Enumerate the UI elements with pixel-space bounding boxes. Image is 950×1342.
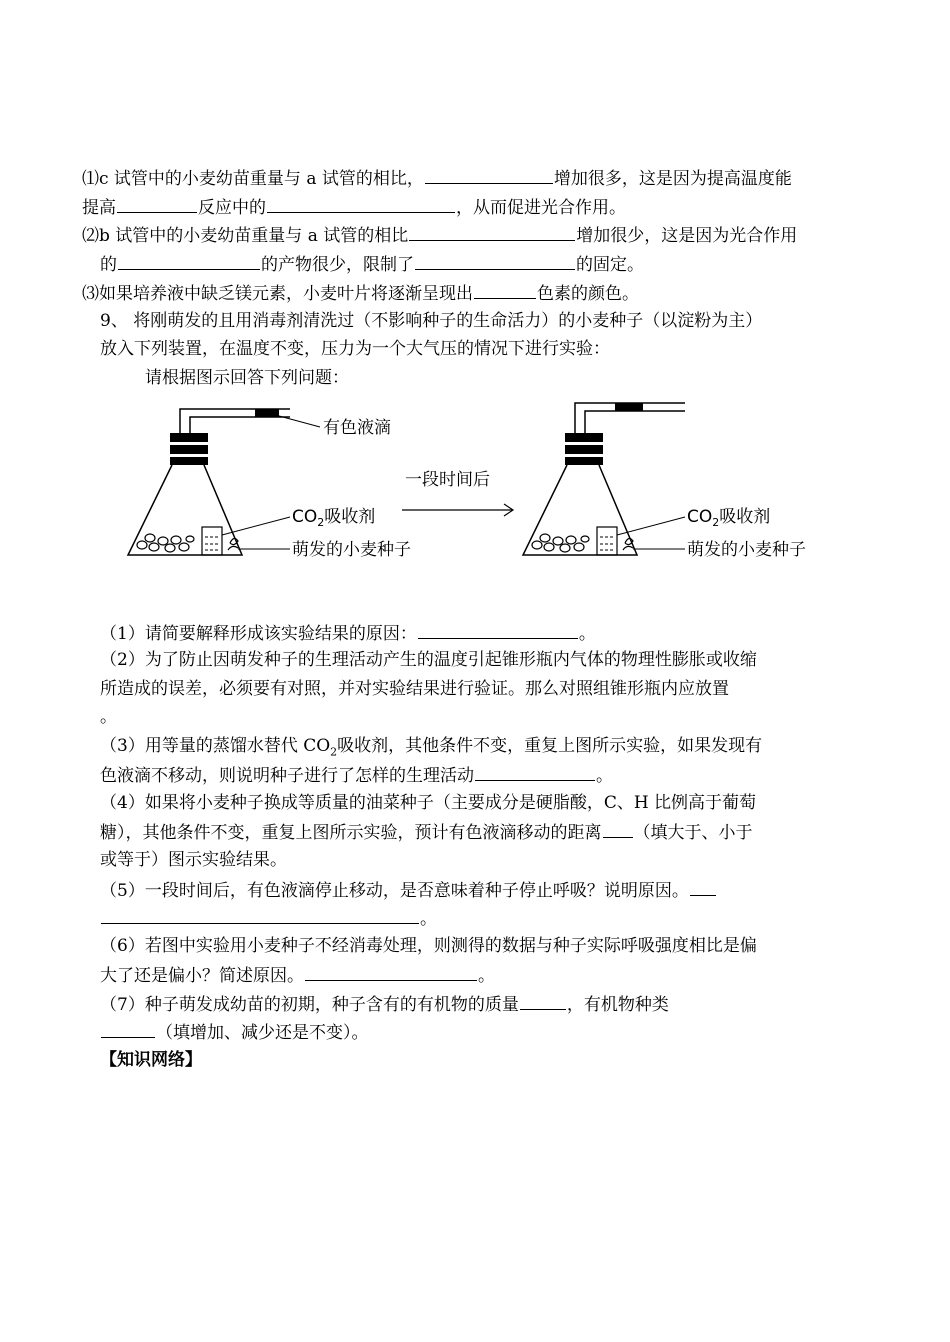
q9-sub3-line2	[100, 762, 613, 788]
q8-part3	[82, 280, 639, 306]
text: ，从而促进光合作用。	[456, 198, 626, 218]
flask-right	[523, 403, 685, 555]
q9-intro-2: 放入下列装置，在温度不变，压力为一个大气压的情况下进行实验：	[100, 339, 610, 359]
text: （填大于、小于	[633, 823, 753, 843]
q9-sub2-line3: 。	[100, 707, 117, 727]
q9-sub4-line1: （4）如果将小麦种子换成等质量的油菜种子（主要成分是硬脂酸，C、H 比例高于葡萄	[100, 793, 757, 813]
text: 糖），其他条件不变，重复上图所示实验，预计有色液滴移动的距离	[100, 823, 602, 843]
text: 的产物很少，限制了	[261, 255, 414, 275]
text: 反应中的	[198, 198, 266, 218]
text: 增加很多，这是因为提高温度能	[553, 169, 792, 189]
answer-blank[interactable]	[603, 819, 633, 838]
label-after-time: 一段时间后	[405, 470, 490, 490]
answer-blank[interactable]	[425, 165, 553, 184]
q9-sub7-line1	[100, 991, 669, 1017]
answer-blank[interactable]	[305, 962, 477, 981]
answer-blank[interactable]	[409, 222, 575, 241]
text: 大了还是偏小？简述原因。	[100, 966, 304, 986]
q9-sub4-line3: 或等于）图示实验结果。	[100, 850, 287, 870]
text: 。	[578, 624, 596, 644]
answer-blank[interactable]	[267, 194, 455, 213]
text: 提高	[82, 198, 116, 218]
text: 的	[100, 255, 117, 275]
text: （填增加、减少还是不变）。	[156, 1023, 369, 1043]
label-colored-droplet: 有色液滴	[323, 418, 391, 438]
answer-blank[interactable]	[475, 762, 595, 781]
subscript: 2	[330, 745, 338, 759]
text: 。	[596, 766, 613, 786]
q9-sub5-line1	[100, 877, 717, 903]
text: （7）种子萌发成幼苗的初期，种子含有的有机物的质量	[100, 995, 519, 1015]
answer-blank[interactable]	[690, 877, 716, 896]
answer-blank[interactable]	[101, 1019, 155, 1038]
label-co2-absorbent-right: $CO_2$吸收剂	[687, 507, 771, 529]
q9-sub7-line2	[100, 1019, 369, 1045]
q9-sub1	[100, 620, 596, 646]
text: 的固定。	[576, 255, 644, 275]
text: ，有机物种类	[566, 995, 669, 1015]
text: 色液滴不移动，则说明种子进行了怎样的生理活动	[100, 766, 474, 786]
colored-droplet	[255, 409, 279, 417]
q9-intro-1: 9、 将刚萌发的且用消毒剂清洗过（不影响种子的生命活力）的小麦种子（以淀粉为主）	[100, 311, 763, 331]
q9-intro-3: 请根据图示回答下列问题：	[145, 368, 349, 388]
answer-blank[interactable]	[118, 251, 260, 270]
answer-blank[interactable]	[520, 991, 566, 1010]
text: ⑶如果培养液中缺乏镁元素，小麦叶片将逐渐呈现出	[82, 284, 473, 304]
answer-blank[interactable]	[474, 280, 536, 299]
q8-part1-line1	[82, 165, 792, 191]
answer-blank[interactable]	[415, 251, 575, 270]
label-germinating-seeds: 萌发的小麦种子	[292, 540, 411, 560]
text: （5）一段时间后，有色液滴停止移动，是否意味着种子停止呼吸？说明原因。	[100, 881, 689, 901]
q9-sub6-line2	[100, 962, 495, 988]
text: （3）用等量的蒸馏水替代 CO	[100, 736, 331, 756]
label-germinating-seeds-right: 萌发的小麦种子	[687, 540, 806, 560]
text: 色素的颜色。	[537, 284, 639, 304]
q9-sub4-line2	[100, 819, 753, 845]
seeds	[137, 534, 194, 552]
answer-blank[interactable]	[117, 194, 197, 213]
answer-blank[interactable]	[101, 905, 419, 924]
label-co2-absorbent: $CO_2$吸收剂	[292, 507, 376, 529]
q9-sub5-line2	[100, 905, 437, 931]
answer-blank[interactable]	[418, 620, 578, 639]
q8-part2-line1	[82, 222, 797, 248]
q9-sub6-line1: （6）若图中实验用小麦种子不经消毒处理，则测得的数据与种子实际呼吸强度相比是偏	[100, 936, 757, 956]
q8-part1-line2	[82, 194, 626, 220]
text: ⑵b 试管中的小麦幼苗重量与 a 试管的相比	[82, 226, 409, 246]
section-heading: 【知识网络】	[100, 1050, 202, 1070]
experiment-diagram	[120, 395, 840, 590]
text: 。	[478, 966, 495, 986]
text: 吸收剂，其他条件不变，重复上图所示实验，如果发现有	[337, 736, 763, 756]
text: ⑴c 试管中的小麦幼苗重量与 a 试管的相比，	[82, 169, 424, 189]
text: 。	[420, 909, 437, 929]
colored-droplet	[615, 403, 643, 411]
q9-sub2-line1: （2）为了防止因萌发种子的生理活动产生的温度引起锥形瓶内气体的物理性膨胀或收缩	[100, 650, 757, 670]
text: （1）请简要解释形成该实验结果的原因：	[100, 624, 417, 644]
q9-sub3-line1	[100, 734, 762, 764]
text: 增加很少，这是因为光合作用	[576, 226, 798, 246]
q8-part2-line2	[100, 251, 644, 277]
flask-left	[128, 409, 320, 555]
q9-sub2-line2: 所造成的误差，必须要有对照，并对实验结果进行验证。那么对照组锥形瓶内应放置	[100, 679, 729, 699]
